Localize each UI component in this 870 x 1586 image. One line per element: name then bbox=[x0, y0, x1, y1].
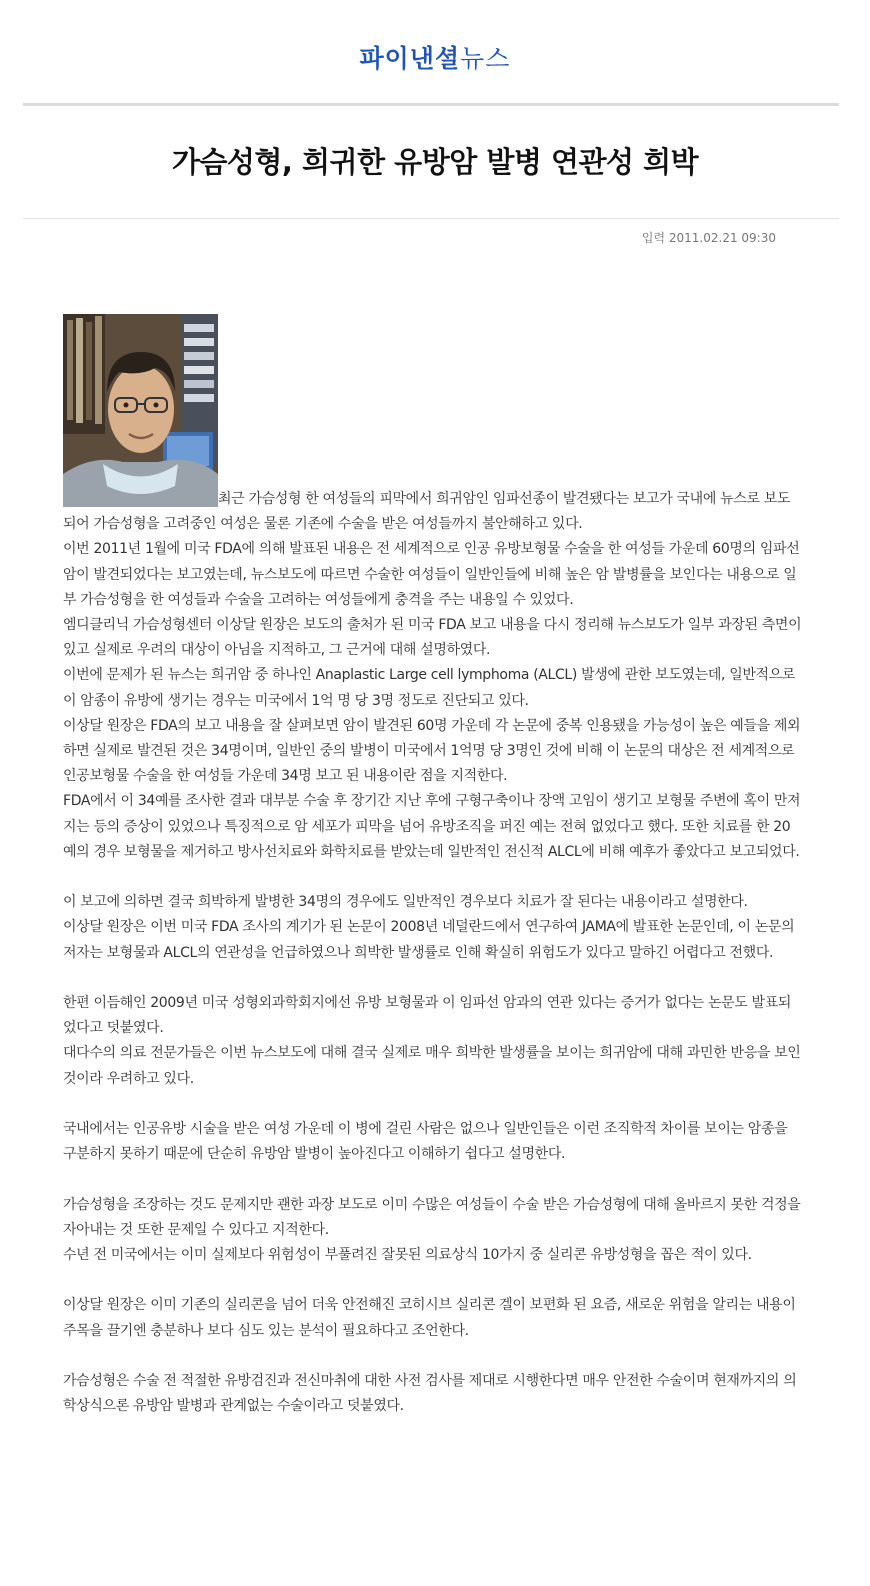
article-paragraph: 대다수의 의료 전문가들은 이번 뉴스보도에 대해 결국 실제로 매우 희박한 발생률을 보이는 희귀암에 대해 과민한 반응을 보인 것이라 우려하고 있다. bbox=[63, 1045, 801, 1087]
portrait-photo bbox=[63, 314, 218, 507]
paragraph-spacer bbox=[63, 1092, 803, 1117]
article-paragraph: 국내에서는 인공유방 시술을 받은 여성 가운데 이 병에 걸린 사람은 없으나 일반인들은 이런 조직학적 차이를 보이는 암종을 구분하지 못하기 때문에 단순히 유방암 발병이 높아진다고 이해하기 쉽다고 설명한다. bbox=[63, 1121, 788, 1163]
article-title: 가슴성형, 희귀한 유방암 발병 연관성 희박 bbox=[171, 145, 699, 179]
title-divider bbox=[23, 218, 839, 219]
article-paragraph: 수년 전 미국에서는 이미 실제보다 위험성이 부풀려진 잘못된 의료상식 10가지 중 실리콘 유방성형을 꼽은 적이 있다. bbox=[63, 1247, 752, 1264]
paragraph-spacer bbox=[63, 1268, 803, 1293]
article-paragraph: 이상달 원장은 이미 기존의 실리콘을 넘어 더욱 안전해진 코히시브 실리콘 겔이 보편화 된 요즘, 새로운 위험을 알리는 내용이 주목을 끌기엔 충분하나 보다 심도 있는 분석이 필요하다고 조언한다. bbox=[63, 1297, 796, 1339]
article-paragraph: 가슴성형을 조장하는 것도 문제지만 괜한 과장 보도로 이미 수많은 여성들이 수술 받은 가슴성형에 대해 올바르지 못한 걱정을 자아내는 것 또한 문제일 수 있다고 지적한다. bbox=[63, 1196, 801, 1238]
article-paragraph: 이번에 문제가 된 뉴스는 희귀암 중 하나인 Anaplastic Large cell lymphoma (ALCL) 발생에 관한 보도였는데, 일반적으로 이 암종이 유방에 생기는 경우는 미국에서 1억 명 당 3명 정도로 진단되고 있다. bbox=[63, 667, 796, 709]
portrait-photo-icon bbox=[63, 314, 218, 507]
date-value: 2011.02.21 09:30 bbox=[668, 231, 776, 245]
site-logo[interactable] bbox=[0, 44, 870, 74]
logo-text-news: 뉴스 bbox=[460, 44, 511, 73]
article-paragraph: 이상달 원장은 이번 미국 FDA 조사의 계기가 된 논문이 2008년 네덜란드에서 연구하여 JAMA에 발표한 논문인데, 이 논문의 저자는 보형물과 ALCL의 연관성을 언급하였으나 희박한 발생률로 인해 확실히 위험도가 있다고 말하긴 어렵다고 전했다. bbox=[63, 919, 795, 961]
article-paragraph: 이상달 원장은 FDA의 보고 내용을 잘 살펴보면 암이 발견된 60명 가운데 각 논문에 중복 인용됐을 가능성이 높은 예들을 제외하면 실제로 발견된 것은 34명이며, 일반인 중의 발병이 미국에서 1억명 당 3명인 것에 비해 이 논문의 대상은 전 세계적으로 인공보형물 수술을 한 여성들 가운데 34명 보고 된 내용이란 점을 지적한다. bbox=[63, 717, 801, 785]
logo-text-main: 파이낸셜 bbox=[359, 44, 461, 73]
paragraph-spacer bbox=[63, 1167, 803, 1192]
paragraph-spacer bbox=[63, 1344, 803, 1369]
article-body bbox=[63, 487, 803, 1419]
paragraph-spacer bbox=[63, 865, 803, 890]
article-paragraph: 최근 가슴성형 한 여성들의 피막에서 희귀암인 임파선종이 발견됐다는 보고가 국내에 뉴스로 보도되어 가슴성형을 고려중인 여성은 물론 기존에 수술을 받은 여성들까지 불안해하고 있다. bbox=[63, 491, 791, 533]
article-paragraph: 이 보고에 의하면 결국 희박하게 발병한 34명의 경우에도 일반적인 경우보다 치료가 잘 된다는 내용이라고 설명한다. bbox=[63, 894, 748, 911]
masthead bbox=[0, 0, 870, 104]
article-paragraph: 이번 2011년 1월에 미국 FDA에 의해 발표된 내용은 전 세계적으로 인공 유방보형물 수술을 한 여성들 가운데 60명의 임파선 암이 발견되었다는 보고였는데, 뉴스보도에 따르면 수술한 여성들이 일반인들에 비해 높은 암 발병률을 보인다는 내용으로 일부 가슴성형을 한 여성들과 수술을 고려하는 여성들에게 충격을 주는 내용일 수 있었다. bbox=[63, 541, 800, 608]
header-divider bbox=[23, 103, 839, 106]
article-paragraph: 한편 이듬해인 2009년 미국 성형외과학회지에선 유방 보형물과 이 임파선 암과의 연관 있다는 증거가 없다는 논문도 발표되었다고 덧붙였다. bbox=[63, 995, 792, 1037]
publish-date bbox=[642, 229, 776, 247]
article-paragraph: 가슴성형은 수술 전 적절한 유방검진과 전신마취에 대한 사전 검사를 제대로 시행한다면 매우 안전한 수술이며 현재까지의 의학상식으론 유방암 발병과 관계없는 수술이라고 덧붙였다. bbox=[63, 1373, 797, 1415]
article-paragraph: FDA에서 이 34예를 조사한 결과 대부분 수술 후 장기간 지난 후에 구형구축이나 장액 고임이 생기고 보형물 주변에 혹이 만져지는 등의 증상이 있었으나 특징적으로 암 세포가 피막을 넘어 유방조직을 퍼진 예는 전혀 없었다고 했다. 또한 치료를 한 20예의 경우 보형물을 제거하고 방사선치료와 화학치료를 받았는데 일반적인 전신적 ALCL에 비해 예후가 좋았다고 보고되었다. bbox=[63, 793, 801, 860]
paragraph-spacer bbox=[63, 966, 803, 991]
article-paragraph: 엠디클리닉 가슴성형센터 이상달 원장은 보도의 출처가 된 미국 FDA 보고 내용을 다시 정리해 뉴스보도가 일부 과장된 측면이 있고 실제로 우려의 대상이 아님을 지적하고, 그 근거에 대해 설명하였다. bbox=[63, 617, 802, 659]
date-label: 입력 bbox=[641, 231, 666, 245]
